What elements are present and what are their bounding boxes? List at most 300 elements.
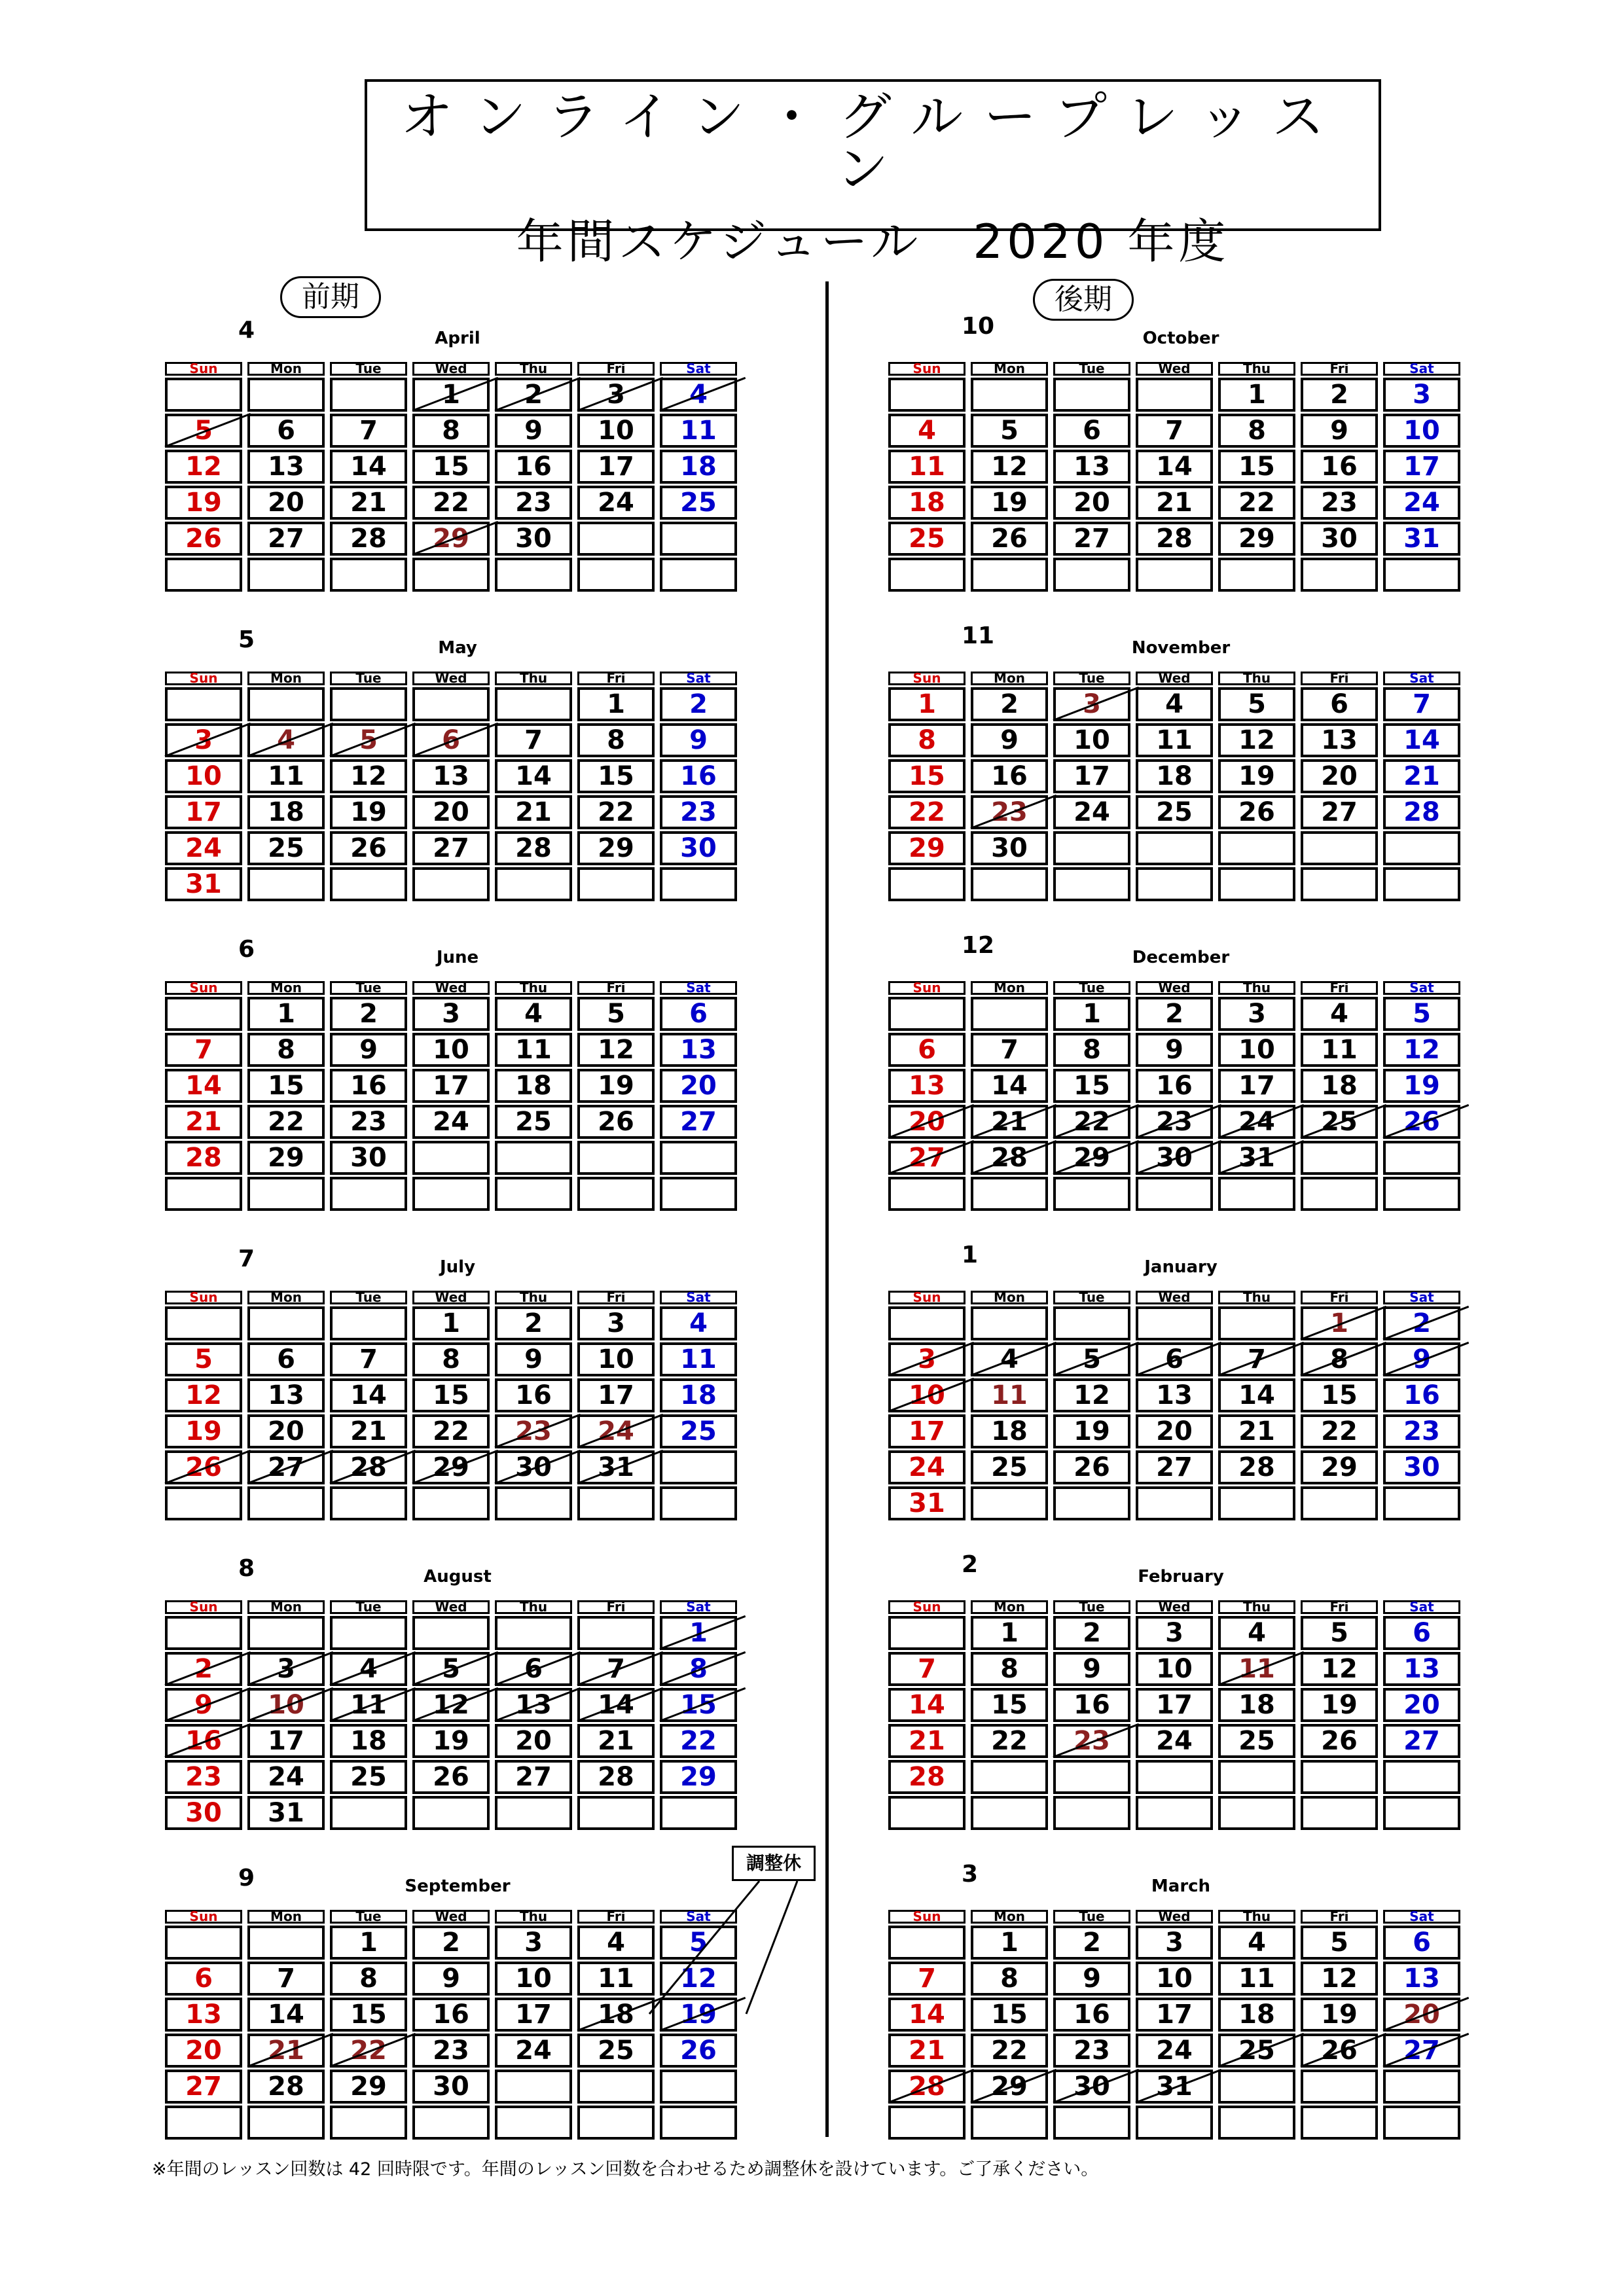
day-cell: 14 (330, 450, 407, 484)
day-cell: 25 (660, 1414, 737, 1448)
day-cell: 17 (1053, 759, 1130, 793)
day-cell: 7 (888, 1652, 965, 1686)
day-cell: 17 (247, 1724, 325, 1758)
day-cell: 19 (165, 486, 242, 520)
weekday-header: Sat (660, 981, 737, 995)
day-cell: 11 (660, 1342, 737, 1376)
day-cell: 11 (577, 1962, 655, 1996)
day-cell: 23 (660, 795, 737, 829)
day-cell: 10 (1136, 1652, 1213, 1686)
day-cell: 17 (1218, 1069, 1295, 1103)
weekday-header: Tue (1053, 1600, 1130, 1614)
day-cell: 18 (330, 1724, 407, 1758)
day-cell: 30 (165, 1796, 242, 1830)
weekday-header: Thu (1218, 362, 1295, 376)
day-cell: 18 (660, 450, 737, 484)
day-cell: 5 (577, 997, 655, 1031)
day-cell: 28 (971, 1141, 1048, 1175)
day-cell: 1 (412, 378, 490, 412)
day-cell: 10 (1136, 1962, 1213, 1996)
day-cell: 14 (888, 1688, 965, 1722)
day-cell: 8 (1301, 1342, 1378, 1376)
day-cell: 27 (1301, 795, 1378, 829)
day-cell: 2 (1136, 997, 1213, 1031)
day-cell: 22 (1053, 1105, 1130, 1139)
weekday-header: Sat (1383, 1910, 1460, 1924)
day-cell: 5 (1301, 1616, 1378, 1650)
day-cell: 2 (495, 1306, 572, 1340)
day-cell: 25 (495, 1105, 572, 1139)
weekday-header: Wed (1136, 1910, 1213, 1924)
day-cell: 6 (1301, 687, 1378, 721)
day-cell: 12 (1053, 1378, 1130, 1412)
day-cell: 20 (1136, 1414, 1213, 1448)
day-cell: 31 (577, 1450, 655, 1484)
day-cell: 23 (412, 2034, 490, 2068)
month-number: 2 (962, 1551, 979, 1578)
day-cell: 26 (165, 522, 242, 556)
day-cell: 3 (1136, 1926, 1213, 1960)
day-cell: 3 (1136, 1616, 1213, 1650)
day-cell: 13 (412, 759, 490, 793)
weekday-header: Fri (577, 672, 655, 685)
weekday-header: Sun (888, 362, 965, 376)
day-cell: 17 (1136, 1688, 1213, 1722)
day-cell: 3 (412, 997, 490, 1031)
day-cell: 22 (412, 486, 490, 520)
day-cell: 8 (577, 723, 655, 757)
day-cell: 8 (247, 1033, 325, 1067)
weekday-header: Wed (1136, 1291, 1213, 1304)
weekday-header: Sun (165, 981, 242, 995)
day-cell: 28 (495, 831, 572, 865)
day-cell: 24 (495, 2034, 572, 2068)
day-cell: 7 (330, 1342, 407, 1376)
day-cell: 26 (165, 1450, 242, 1484)
day-cell: 30 (495, 522, 572, 556)
day-cell: 27 (888, 1141, 965, 1175)
day-cell: 9 (1136, 1033, 1213, 1067)
day-cell: 12 (1383, 1033, 1460, 1067)
day-cell: 6 (165, 1962, 242, 1996)
day-cell: 25 (1218, 2034, 1295, 2068)
day-cell: 23 (971, 795, 1048, 829)
day-cell: 27 (1383, 1724, 1460, 1758)
day-cell: 9 (330, 1033, 407, 1067)
day-cell: 15 (1053, 1069, 1130, 1103)
day-cell: 27 (1053, 522, 1130, 556)
day-cell: 3 (1383, 378, 1460, 412)
day-cell: 5 (1301, 1926, 1378, 1960)
day-cell: 23 (1053, 1724, 1130, 1758)
weekday-header: Fri (577, 1291, 655, 1304)
weekday-header: Sat (1383, 672, 1460, 685)
weekday-header: Sun (888, 1600, 965, 1614)
day-cell: 16 (412, 1998, 490, 2032)
month-number: 8 (238, 1555, 255, 1582)
weekday-header: Mon (971, 672, 1048, 685)
weekday-header: Mon (971, 981, 1048, 995)
day-cell: 2 (660, 687, 737, 721)
day-cell: 16 (660, 759, 737, 793)
day-cell: 10 (412, 1033, 490, 1067)
day-cell: 31 (247, 1796, 325, 1830)
day-cell: 25 (1301, 1105, 1378, 1139)
weekday-header: Sun (888, 672, 965, 685)
day-cell: 30 (1301, 522, 1378, 556)
month-name: June (436, 948, 479, 967)
day-cell: 21 (888, 1724, 965, 1758)
day-cell: 18 (971, 1414, 1048, 1448)
month-name: September (405, 1876, 511, 1896)
day-cell: 15 (577, 759, 655, 793)
day-cell: 4 (1301, 997, 1378, 1031)
day-cell: 14 (1383, 723, 1460, 757)
day-cell: 24 (247, 1760, 325, 1794)
day-cell: 9 (660, 723, 737, 757)
day-cell: 11 (888, 450, 965, 484)
day-cell: 26 (1218, 795, 1295, 829)
day-cell: 16 (971, 759, 1048, 793)
day-cell: 11 (1301, 1033, 1378, 1067)
month-number: 3 (962, 1861, 979, 1888)
day-cell: 30 (971, 831, 1048, 865)
day-cell: 6 (1383, 1926, 1460, 1960)
day-cell: 17 (1383, 450, 1460, 484)
weekday-header: Tue (330, 1291, 407, 1304)
day-cell: 28 (330, 522, 407, 556)
day-cell: 19 (1301, 1998, 1378, 2032)
day-cell: 16 (1136, 1069, 1213, 1103)
day-cell: 24 (1053, 795, 1130, 829)
day-cell: 24 (888, 1450, 965, 1484)
day-cell: 16 (495, 1378, 572, 1412)
day-cell: 4 (971, 1342, 1048, 1376)
weekday-header: Tue (330, 362, 407, 376)
day-cell: 18 (1301, 1069, 1378, 1103)
day-cell: 13 (888, 1069, 965, 1103)
weekday-header: Wed (412, 981, 490, 995)
day-cell: 18 (577, 1998, 655, 2032)
day-cell: 27 (1383, 2034, 1460, 2068)
weekday-header: Mon (247, 672, 325, 685)
month-name: December (1132, 948, 1230, 967)
weekday-header: Sun (888, 1291, 965, 1304)
month-name: May (438, 638, 477, 658)
day-cell: 11 (495, 1033, 572, 1067)
day-cell: 6 (247, 1342, 325, 1376)
day-cell: 15 (247, 1069, 325, 1103)
first-half-badge: 前期 (280, 276, 381, 318)
day-cell: 29 (660, 1760, 737, 1794)
day-cell: 13 (1136, 1378, 1213, 1412)
weekday-header: Sun (165, 1600, 242, 1614)
day-cell: 7 (330, 414, 407, 448)
day-cell: 20 (165, 2034, 242, 2068)
day-cell: 29 (1301, 1450, 1378, 1484)
month-name: July (439, 1257, 476, 1277)
day-cell: 16 (1053, 1688, 1130, 1722)
day-cell: 29 (412, 522, 490, 556)
weekday-header: Sat (660, 1600, 737, 1614)
day-cell: 2 (165, 1652, 242, 1686)
day-cell: 2 (1383, 1306, 1460, 1340)
day-cell: 13 (1053, 450, 1130, 484)
day-cell: 22 (1301, 1414, 1378, 1448)
day-cell: 21 (165, 1105, 242, 1139)
day-cell: 25 (971, 1450, 1048, 1484)
day-cell: 24 (412, 1105, 490, 1139)
day-cell: 5 (660, 1926, 737, 1960)
weekday-header: Thu (495, 981, 572, 995)
weekday-header: Fri (1301, 672, 1378, 685)
month-number: 9 (238, 1865, 255, 1892)
day-cell: 15 (971, 1688, 1048, 1722)
weekday-header: Sat (1383, 981, 1460, 995)
day-cell: 12 (1218, 723, 1295, 757)
day-cell: 18 (247, 795, 325, 829)
day-cell: 15 (412, 1378, 490, 1412)
weekday-header: Tue (330, 672, 407, 685)
day-cell: 10 (247, 1688, 325, 1722)
day-cell: 14 (330, 1378, 407, 1412)
day-cell: 1 (888, 687, 965, 721)
day-cell: 25 (888, 522, 965, 556)
day-cell: 12 (971, 450, 1048, 484)
day-cell: 22 (1218, 486, 1295, 520)
day-cell: 30 (1136, 1141, 1213, 1175)
day-cell: 18 (888, 486, 965, 520)
day-cell: 22 (577, 795, 655, 829)
day-cell: 20 (888, 1105, 965, 1139)
day-cell: 10 (577, 1342, 655, 1376)
day-cell: 20 (660, 1069, 737, 1103)
day-cell: 15 (330, 1998, 407, 2032)
weekday-header: Fri (1301, 1600, 1378, 1614)
day-cell: 16 (165, 1724, 242, 1758)
day-cell: 19 (971, 486, 1048, 520)
day-cell: 28 (577, 1760, 655, 1794)
day-cell: 26 (660, 2034, 737, 2068)
day-cell: 7 (495, 723, 572, 757)
day-cell: 1 (330, 1926, 407, 1960)
day-cell: 21 (330, 1414, 407, 1448)
weekday-header: Tue (1053, 981, 1130, 995)
month-number: 10 (962, 313, 995, 340)
day-cell: 12 (577, 1033, 655, 1067)
weekday-header: Sat (660, 1291, 737, 1304)
month-name: October (1142, 329, 1219, 348)
day-cell: 5 (330, 723, 407, 757)
day-cell: 1 (971, 1616, 1048, 1650)
day-cell: 20 (1053, 486, 1130, 520)
day-cell: 20 (1301, 759, 1378, 793)
day-cell: 1 (660, 1616, 737, 1650)
day-cell: 17 (412, 1069, 490, 1103)
day-cell: 24 (1218, 1105, 1295, 1139)
day-cell: 3 (577, 378, 655, 412)
day-cell: 4 (660, 378, 737, 412)
day-cell: 26 (1053, 1450, 1130, 1484)
day-cell: 23 (1053, 2034, 1130, 2068)
day-cell: 4 (330, 1652, 407, 1686)
day-cell: 28 (888, 1760, 965, 1794)
weekday-header: Mon (971, 1291, 1048, 1304)
day-cell: 8 (412, 1342, 490, 1376)
day-cell: 15 (971, 1998, 1048, 2032)
day-cell: 4 (1218, 1926, 1295, 1960)
day-cell: 31 (1218, 1141, 1295, 1175)
day-cell: 14 (971, 1069, 1048, 1103)
month-name: November (1131, 638, 1231, 658)
day-cell: 1 (1053, 997, 1130, 1031)
day-cell: 21 (971, 1105, 1048, 1139)
day-cell: 22 (247, 1105, 325, 1139)
weekday-header: Sat (1383, 1600, 1460, 1614)
day-cell: 11 (1218, 1652, 1295, 1686)
day-cell: 1 (1301, 1306, 1378, 1340)
day-cell: 17 (888, 1414, 965, 1448)
day-cell: 16 (495, 450, 572, 484)
day-cell: 29 (247, 1141, 325, 1175)
day-cell: 13 (495, 1688, 572, 1722)
day-cell: 12 (412, 1688, 490, 1722)
day-cell: 5 (1218, 687, 1295, 721)
day-cell: 3 (577, 1306, 655, 1340)
weekday-header: Thu (1218, 1600, 1295, 1614)
day-cell: 29 (971, 2070, 1048, 2104)
day-cell: 29 (577, 831, 655, 865)
weekday-header: Fri (1301, 981, 1378, 995)
day-cell: 12 (1301, 1652, 1378, 1686)
day-cell: 21 (330, 486, 407, 520)
day-cell: 13 (1383, 1652, 1460, 1686)
day-cell: 17 (577, 450, 655, 484)
weekday-header: Tue (1053, 672, 1130, 685)
weekday-header: Fri (577, 981, 655, 995)
day-cell: 15 (888, 759, 965, 793)
day-cell: 30 (412, 2070, 490, 2104)
day-cell: 6 (247, 414, 325, 448)
day-cell: 4 (495, 997, 572, 1031)
day-cell: 7 (1218, 1342, 1295, 1376)
day-cell: 12 (660, 1962, 737, 1996)
day-cell: 26 (412, 1760, 490, 1794)
day-cell: 8 (330, 1962, 407, 1996)
month-number: 4 (238, 317, 255, 344)
day-cell: 3 (1053, 687, 1130, 721)
day-cell: 7 (165, 1033, 242, 1067)
day-cell: 22 (971, 1724, 1048, 1758)
day-cell: 21 (1136, 486, 1213, 520)
weekday-header: Thu (495, 362, 572, 376)
day-cell: 7 (577, 1652, 655, 1686)
day-cell: 27 (660, 1105, 737, 1139)
day-cell: 19 (660, 1998, 737, 2032)
weekday-header: Mon (247, 1600, 325, 1614)
day-cell: 29 (888, 831, 965, 865)
day-cell: 14 (495, 759, 572, 793)
day-cell: 14 (577, 1688, 655, 1722)
day-cell: 29 (1053, 1141, 1130, 1175)
day-cell: 9 (1301, 414, 1378, 448)
day-cell: 13 (660, 1033, 737, 1067)
day-cell: 27 (247, 522, 325, 556)
day-cell: 23 (1301, 486, 1378, 520)
day-cell: 25 (330, 1760, 407, 1794)
day-cell: 14 (1218, 1378, 1295, 1412)
day-cell: 17 (577, 1378, 655, 1412)
day-cell: 21 (1383, 759, 1460, 793)
day-cell: 26 (577, 1105, 655, 1139)
day-cell: 30 (660, 831, 737, 865)
day-cell: 3 (1218, 997, 1295, 1031)
weekday-header: Mon (247, 1910, 325, 1924)
day-cell: 24 (577, 1414, 655, 1448)
day-cell: 21 (495, 795, 572, 829)
weekday-header: Wed (412, 1910, 490, 1924)
day-cell: 9 (495, 414, 572, 448)
month-name: February (1138, 1567, 1224, 1587)
day-cell: 16 (1383, 1378, 1460, 1412)
day-cell: 20 (1383, 1688, 1460, 1722)
day-cell: 1 (412, 1306, 490, 1340)
day-cell: 25 (1218, 1724, 1295, 1758)
day-cell: 23 (495, 486, 572, 520)
weekday-header: Fri (577, 1600, 655, 1614)
day-cell: 25 (247, 831, 325, 865)
day-cell: 5 (165, 1342, 242, 1376)
weekday-header: Tue (330, 1600, 407, 1614)
day-cell: 21 (577, 1724, 655, 1758)
day-cell: 4 (1136, 687, 1213, 721)
day-cell: 15 (660, 1688, 737, 1722)
weekday-header: Wed (412, 672, 490, 685)
day-cell: 24 (1383, 486, 1460, 520)
day-cell: 6 (1053, 414, 1130, 448)
day-cell: 31 (165, 867, 242, 901)
weekday-header: Sat (1383, 362, 1460, 376)
day-cell: 2 (971, 687, 1048, 721)
day-cell: 21 (888, 2034, 965, 2068)
day-cell: 29 (330, 2070, 407, 2104)
day-cell: 19 (165, 1414, 242, 1448)
weekday-header: Tue (1053, 1291, 1130, 1304)
day-cell: 16 (1053, 1998, 1130, 2032)
weekday-header: Wed (412, 362, 490, 376)
day-cell: 11 (971, 1378, 1048, 1412)
weekday-header: Wed (1136, 672, 1213, 685)
day-cell: 10 (1053, 723, 1130, 757)
day-cell: 19 (1301, 1688, 1378, 1722)
day-cell: 10 (1383, 414, 1460, 448)
weekday-header: Fri (577, 362, 655, 376)
weekday-header: Tue (330, 1910, 407, 1924)
day-cell: 27 (412, 831, 490, 865)
day-cell: 1 (577, 687, 655, 721)
day-cell: 6 (1136, 1342, 1213, 1376)
day-cell: 8 (971, 1652, 1048, 1686)
day-cell: 9 (971, 723, 1048, 757)
day-cell: 9 (495, 1342, 572, 1376)
weekday-header: Thu (495, 1910, 572, 1924)
day-cell: 5 (1053, 1342, 1130, 1376)
day-cell: 29 (412, 1450, 490, 1484)
day-cell: 29 (1218, 522, 1295, 556)
day-cell: 18 (1136, 759, 1213, 793)
day-cell: 31 (888, 1486, 965, 1520)
day-cell: 22 (660, 1724, 737, 1758)
